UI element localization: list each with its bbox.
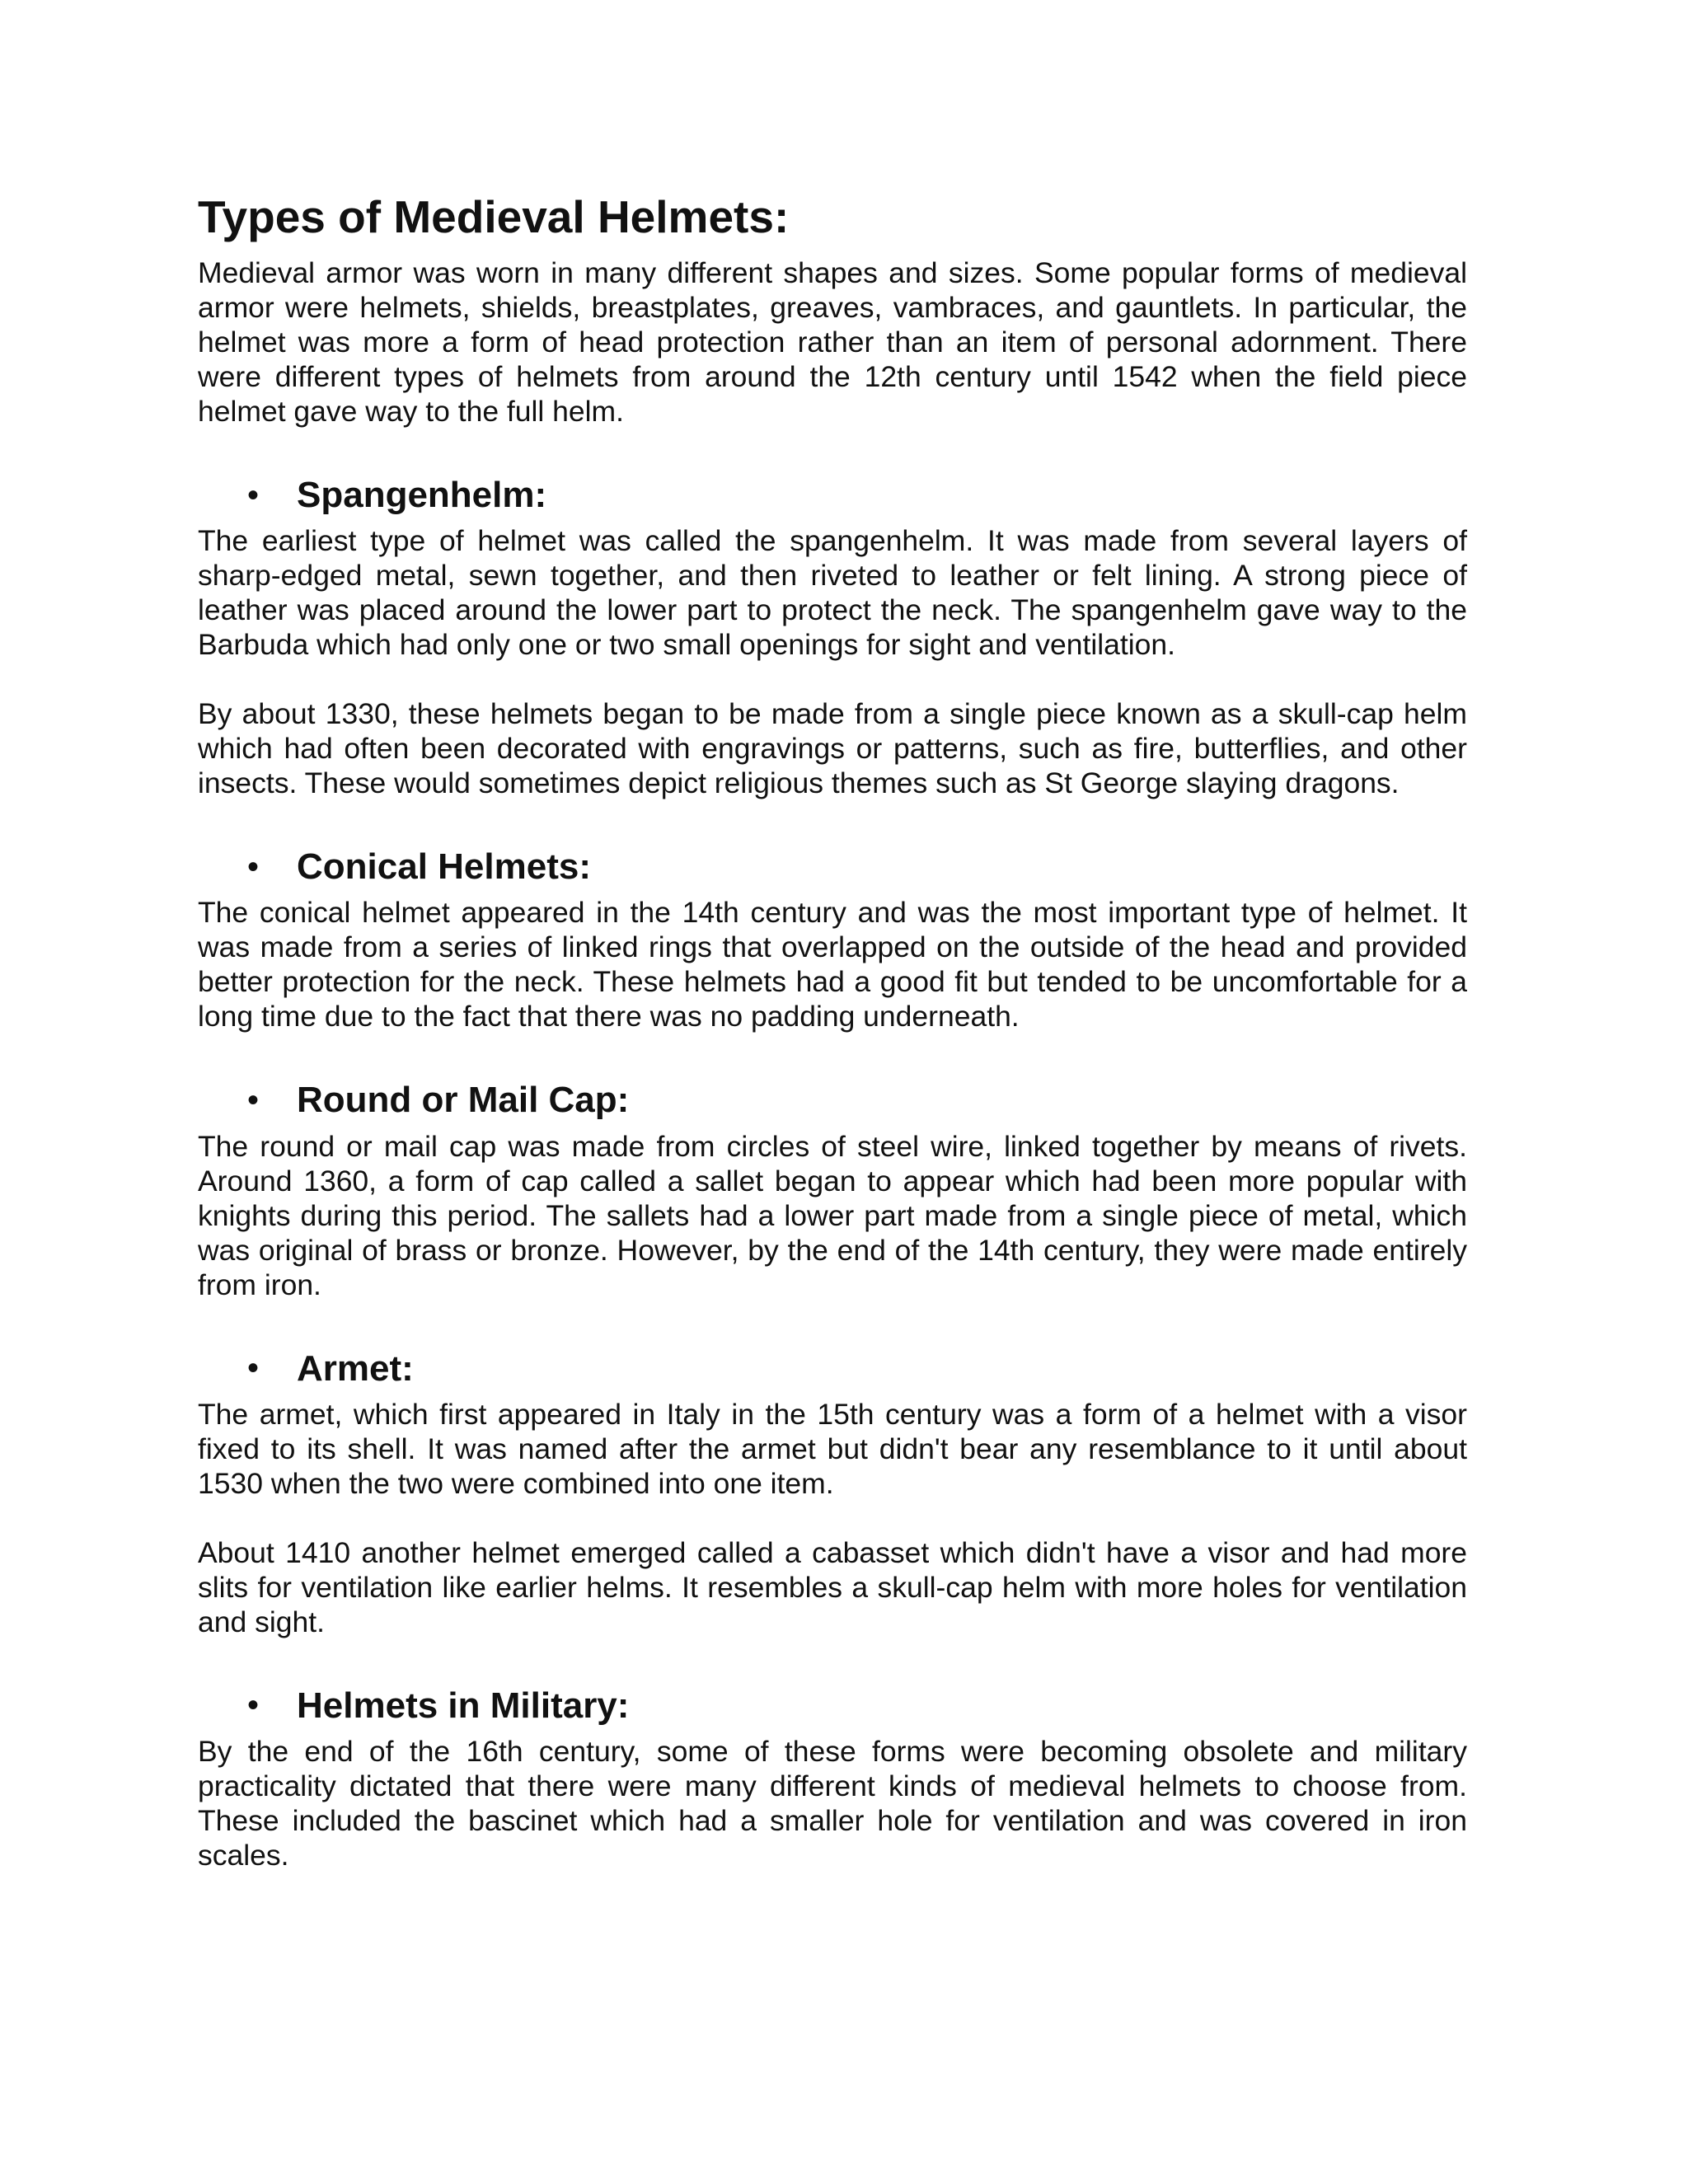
section-heading [198, 1076, 1467, 1123]
section-heading [198, 1345, 1467, 1392]
section-title: Spangenhelm: [297, 475, 547, 515]
section-heading [198, 843, 1467, 890]
bullet-icon: • [247, 848, 260, 885]
document-title: Types of Medieval Helmets: [198, 191, 790, 242]
bullet-icon: • [247, 1350, 260, 1387]
section-title: Armet: [297, 1347, 414, 1389]
section-heading [198, 1682, 1467, 1729]
intro-paragraph: Medieval armor was worn in many different shapes and sizes. Some popular forms of medieval armor were helmets, shields, breastplates, greaves, vambraces, and gauntlets. In particular, the helmet was more a form of head protection rather than an item of personal adornment. There were different types of helmets from around the 12th century until 1542 when the field piece helmet gave way to the full helm. [198, 256, 1467, 428]
section-paragraph: By the end of the 16th century, some of these forms were becoming obsolete and military practicality dictated that there were many different kinds of medieval helmets to choose from. These included the bascinet which had a smaller hole for ventilation and was covered in iron scales. [198, 1734, 1467, 1872]
section-paragraph: The conical helmet appeared in the 14th century and was the most important type of helmet. It was made from a series of linked rings that overlapped on the outside of the head and provided better protection for the neck. These helmets had a good fit but tended to be uncomfortable for a long time due to the fact that there was no padding underneath. [198, 896, 1467, 1033]
section-paragraph: The round or mail cap was made from circles of steel wire, linked together by means of rivets. Around 1360, a form of cap called a sallet began to appear which had been more popular with knights during this period. The sallets had a lower part made from a single piece of metal, which was original of brass or bronze. However, by the end of the 14th century, they were made entirely from iron. [198, 1129, 1467, 1301]
section-conical-helmets [198, 843, 1467, 1033]
section-helmets-in-military [198, 1682, 1467, 1872]
section-paragraph: By about 1330, these helmets began to be made from a single piece known as a skull-cap helm which had often been decorated with engravings or patterns, such as fire, butterflies, and other insects. These would sometimes depict religious themes such as St George slaying dragons. [198, 697, 1467, 800]
bullet-icon: • [247, 1081, 260, 1118]
section-title: Conical Helmets: [297, 846, 591, 888]
document-page [198, 190, 1467, 1872]
bullet-icon: • [247, 476, 260, 513]
section-round-or-mail-cap [198, 1076, 1467, 1301]
section-heading [198, 471, 1467, 518]
section-spangenhelm [198, 471, 1467, 800]
section-title: Round or Mail Cap: [297, 1080, 630, 1121]
section-armet [198, 1345, 1467, 1639]
section-paragraph: About 1410 another helmet emerged called a cabasset which didn't have a visor and had more slits for ventilation like earlier helms. It resembles a skull-cap helm with more holes for ventilation and sight. [198, 1535, 1467, 1638]
bullet-icon: • [247, 1687, 260, 1724]
section-paragraph: The armet, which first appeared in Italy in the 15th century was a form of a helmet with a visor fixed to its shell. It was named after the armet but didn't bear any resemblance to it until about 1530 when the two were combined into one item. [198, 1397, 1467, 1500]
section-paragraph: The earliest type of helmet was called the spangenhelm. It was made from several layers of sharp-edged metal, sewn together, and then riveted to leather or felt lining. A strong piece of leather was placed around the lower part to protect the neck. The spangenhelm gave way to the Barbuda which had only one or two small openings for sight and ventilation. [198, 524, 1467, 662]
section-title: Helmets in Military: [297, 1685, 630, 1726]
